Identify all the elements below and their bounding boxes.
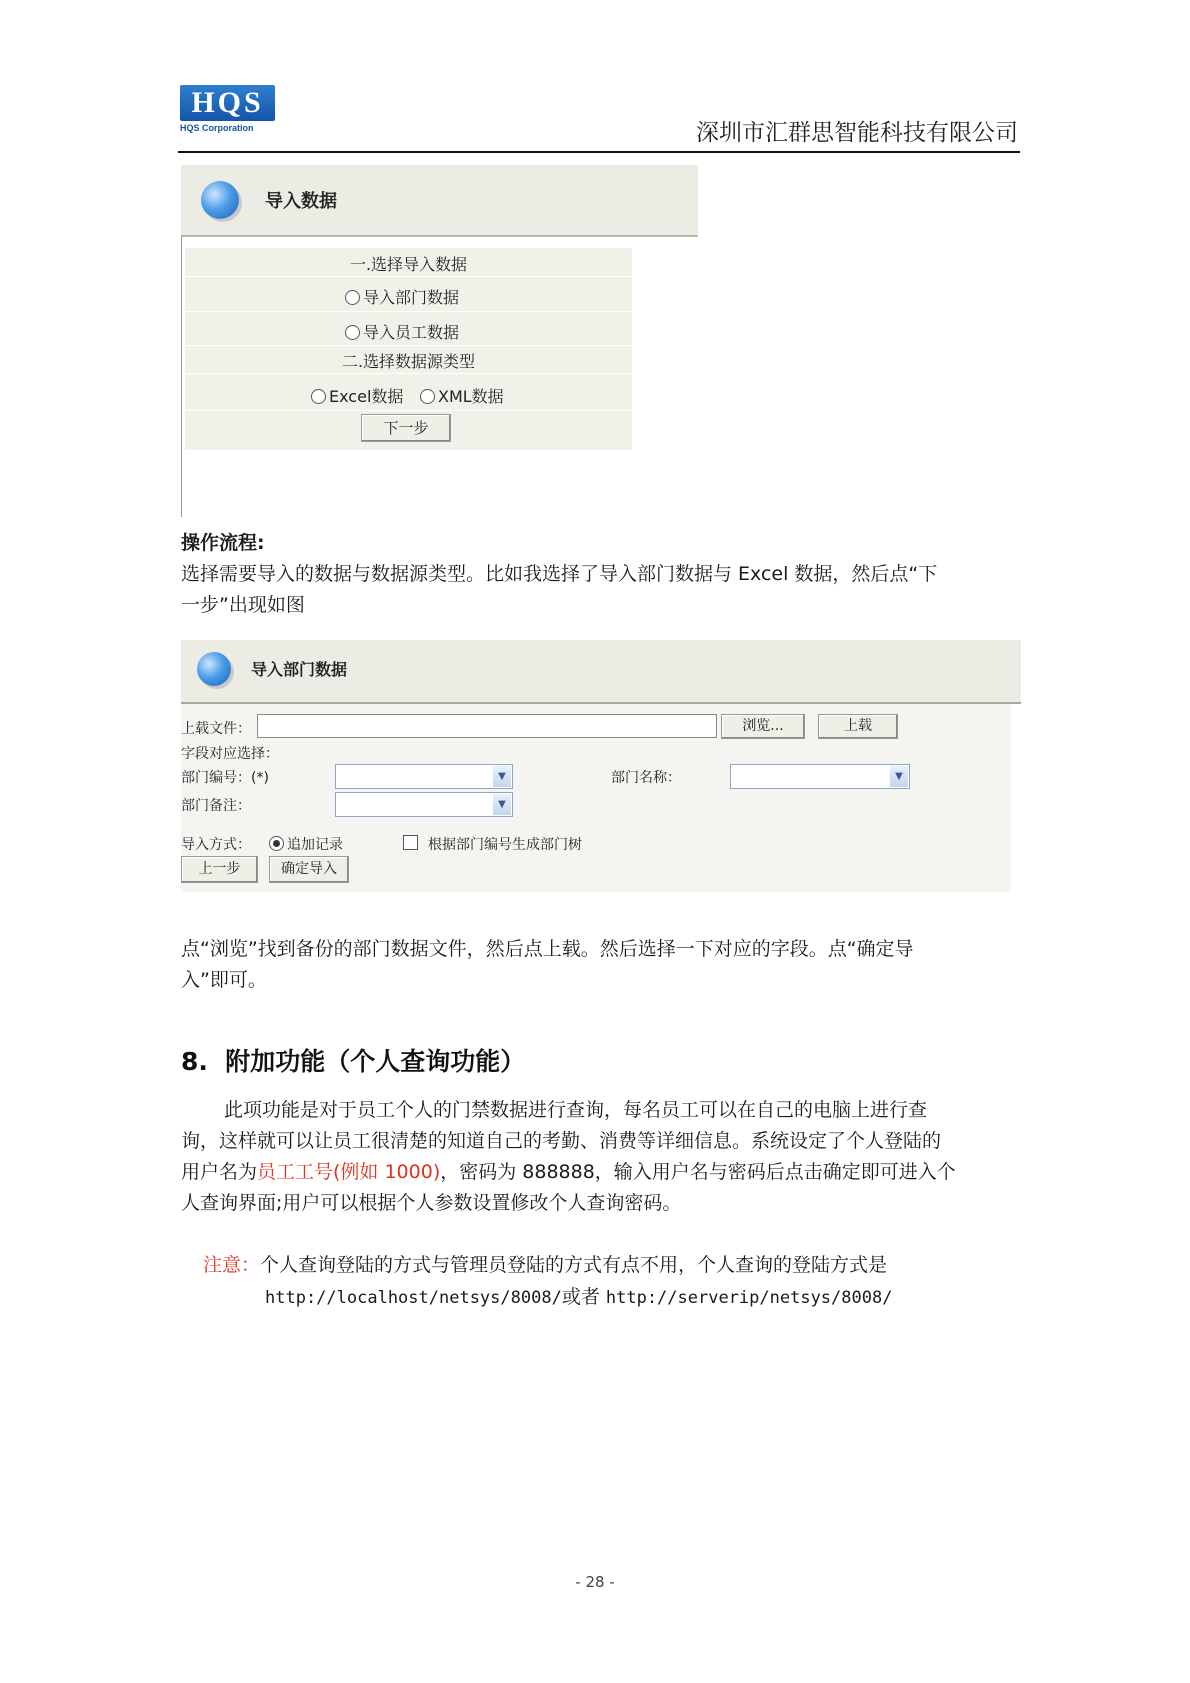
section-para-line1: 此项功能是对于员工个人的门禁数据进行查询，每名员工可以在自己的电脑上进行查 bbox=[224, 1099, 928, 1121]
import-data-title: 导入数据 bbox=[265, 191, 337, 212]
import-data-panel-header bbox=[181, 165, 698, 237]
globe-icon bbox=[197, 652, 231, 686]
note-text: 个人查询登陆的方式与管理员登陆的方式有点不用，个人查询的登陆方式是 bbox=[260, 1254, 888, 1276]
header-divider bbox=[178, 151, 1020, 153]
option-excel-label: Excel数据 bbox=[329, 387, 404, 406]
option-import-emp[interactable] bbox=[345, 320, 459, 343]
chevron-down-icon[interactable]: ▼ bbox=[493, 794, 511, 815]
row-divider bbox=[185, 410, 632, 411]
username-intro: 用户名为 bbox=[181, 1161, 258, 1183]
option-excel[interactable] bbox=[311, 384, 403, 407]
company-name: 深圳市汇群思智能科技有限公司 bbox=[696, 120, 1018, 146]
section-heading: 8. 附加功能（个人查询功能） bbox=[181, 1047, 526, 1076]
import-dept-panel-header bbox=[181, 640, 1021, 704]
gen-dept-tree-label: 根据部门编号生成部门树 bbox=[428, 837, 582, 853]
flow-text-line2: 一步”出现如图 bbox=[181, 594, 305, 616]
dept-note-select[interactable] bbox=[335, 792, 513, 817]
localhost-url: http://localhost/netsys/8008/ bbox=[265, 1288, 562, 1308]
company-logo: HQS bbox=[180, 85, 275, 121]
dept-name-label: 部门名称： bbox=[611, 770, 681, 786]
section-para-line2: 询，这样就可以让员工很清楚的知道自己的考勤、消费等详细信息。系统设定了个人登陆的 bbox=[181, 1130, 942, 1152]
panel-left-border bbox=[181, 235, 182, 517]
page-number: - 28 - bbox=[575, 1573, 615, 1591]
logo-subtitle: HQS Corporation bbox=[180, 123, 254, 133]
row-divider bbox=[185, 345, 632, 346]
upload-button[interactable]: 上载 bbox=[818, 714, 898, 739]
radio-import-dept[interactable] bbox=[345, 290, 360, 305]
serverip-url: http://serverip/netsys/8008/ bbox=[605, 1288, 893, 1308]
chevron-down-icon[interactable]: ▼ bbox=[493, 766, 511, 787]
radio-excel[interactable] bbox=[311, 389, 326, 404]
next-step-button[interactable]: 下一步 bbox=[361, 414, 451, 442]
row-divider bbox=[185, 311, 632, 312]
upload-file-label: 上载文件： bbox=[181, 721, 251, 737]
dept-name-select[interactable] bbox=[730, 764, 910, 789]
option-import-dept[interactable] bbox=[345, 285, 459, 308]
note-or: 或者 bbox=[561, 1286, 600, 1308]
step-select-data: 一.选择导入数据 bbox=[349, 255, 468, 274]
instruction-line2: 入”即可。 bbox=[181, 969, 267, 991]
note-label: 注意： bbox=[203, 1254, 261, 1276]
option-import-dept-label: 导入部门数据 bbox=[363, 288, 460, 307]
import-mode-label: 导入方式： bbox=[181, 837, 251, 853]
username-highlight: 员工工号(例如 1000) bbox=[257, 1161, 441, 1183]
browse-button[interactable]: 浏览... bbox=[721, 714, 805, 739]
dept-no-select[interactable] bbox=[335, 764, 513, 789]
chevron-down-icon[interactable]: ▼ bbox=[890, 766, 908, 787]
option-xml-label: XML数据 bbox=[438, 387, 504, 406]
row-divider bbox=[185, 373, 632, 374]
instruction-line1: 点“浏览”找到备份的部门数据文件，然后点上载。然后选择一下对应的字段。点“确定导 bbox=[181, 938, 914, 960]
flow-heading: 操作流程: bbox=[181, 532, 265, 554]
section-para-line3 bbox=[181, 1157, 956, 1188]
append-record-label: 追加记录 bbox=[287, 837, 343, 853]
step-select-source: 二.选择数据源类型 bbox=[341, 352, 476, 371]
gen-dept-tree-checkbox[interactable] bbox=[403, 835, 418, 850]
globe-icon bbox=[201, 181, 239, 219]
prev-step-button[interactable]: 上一步 bbox=[181, 856, 258, 883]
radio-xml[interactable] bbox=[420, 389, 435, 404]
radio-import-emp[interactable] bbox=[345, 325, 360, 340]
option-xml[interactable] bbox=[420, 384, 504, 407]
flow-text-line1: 选择需要导入的数据与数据源类型。比如我选择了导入部门数据与 Excel 数据，然后点“下 bbox=[181, 563, 938, 585]
confirm-import-button[interactable]: 确定导入 bbox=[269, 856, 349, 883]
row-divider bbox=[185, 276, 632, 277]
note-line2 bbox=[265, 1282, 892, 1314]
import-dept-form bbox=[181, 704, 1011, 892]
option-import-emp-label: 导入员工数据 bbox=[363, 323, 460, 342]
import-dept-title: 导入部门数据 bbox=[251, 660, 348, 679]
radio-append-record[interactable] bbox=[269, 836, 284, 851]
dept-no-label: 部门编号：(*) bbox=[181, 770, 269, 786]
import-data-form bbox=[185, 248, 632, 450]
note-line1 bbox=[203, 1250, 887, 1281]
dept-note-label: 部门备注： bbox=[181, 798, 251, 814]
field-mapping-label: 字段对应选择： bbox=[181, 746, 279, 762]
section-para-line4: 人查询界面;用户可以根据个人参数设置修改个人查询密码。 bbox=[181, 1192, 682, 1214]
password-text: ，密码为 888888，输入用户名与密码后点击确定即可进入个 bbox=[440, 1161, 956, 1183]
upload-file-input[interactable] bbox=[257, 714, 717, 738]
append-record-option[interactable] bbox=[269, 834, 343, 854]
